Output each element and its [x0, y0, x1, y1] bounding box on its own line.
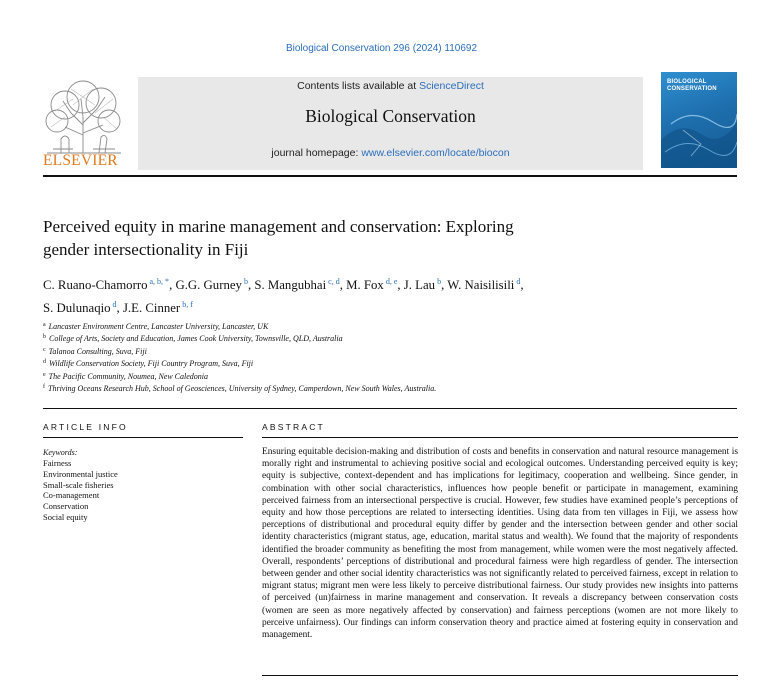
keyword: Fairness: [43, 458, 72, 468]
author[interactable]: M. Fox $^{d, e}$: [346, 277, 398, 292]
keyword: Social equity: [43, 511, 88, 522]
author[interactable]: S. Mangubhai $^{c, d}$: [254, 277, 340, 292]
homepage-link[interactable]: www.elsevier.com/locate/biocon: [361, 147, 510, 159]
publisher-wordmark: ELSEVIER: [43, 152, 118, 169]
affiliations: [43, 320, 723, 394]
journal-name: Biological Conservation: [305, 106, 476, 126]
journal-header: [43, 70, 737, 170]
affiliation: $^e$ The Pacific Community, Noumea, New Caledonia: [43, 371, 208, 381]
abstract-text: Ensuring equitable decision-making and distribution of costs and benefits in conservation and natural resource management is morally right and instrumental to achieving positive social and ecological outcomes. Understanding perceived equity is key; equity is subjective, context-dependent and has implications for legitimacy, cooperation and wellbeing. Since gender, in combination with other social characteristics, influences how people benefit or participate in management, examining perceived fairness from an intersectional perspective is crucial. However, few studies have examined people’s perceptions of equity and how those perceptions are related to intersecting identities. Using data from ten villages in Fiji, we assess how perceptions of distributional and procedural equity differ by gender and the intersection between gender and other social identity characteristics (migrant status, age, education, marital status and wealth). We found that the majority of respondents identified the broader community as benefiting the most from management, while women were the most negatively affected. Overall, respondents’ perceptions of distributional and procedural fairness were high regardless of gender. The intersection between gender and other social identity characteristics was not significantly related to perceived fairness, except in relation to migrant status; migrant men were less likely to perceive distributional fairness. Our study provides new insights into patterns of perceived (un)fairness in marine management and conservation. It reveals a discrepancy between conservation costs (women are seen as more negatively affected by conservation) and fairness perceptions (women are not more likely to perceive unfairness). Our findings can inform conservation theory and practice aimed at fostering equity in conservation and management.: [262, 447, 738, 641]
affiliation: $^b$ College of Arts, Society and Education, James Cook University, Townsville, QLD, Australia: [43, 334, 343, 344]
cover-wave-art: [661, 100, 737, 168]
author[interactable]: J.E. Cinner $^{b, f}$: [122, 300, 193, 315]
journal-citation[interactable]: Biological Conservation 296 (2024) 110692: [285, 43, 478, 54]
section-rule: [43, 408, 737, 409]
abstract-heading: ABSTRACT: [262, 422, 325, 432]
sciencedirect-link[interactable]: ScienceDirect: [419, 80, 484, 92]
author[interactable]: W. Naisilisili $^d$: [447, 277, 521, 292]
abstract-rule: [262, 437, 738, 438]
header-rule: [43, 175, 737, 177]
author[interactable]: G.G. Gurney $^b$: [175, 277, 248, 292]
keyword: Environmental justice: [43, 468, 118, 479]
affiliation: $^c$ Talanoa Consulting, Suva, Fiji: [43, 346, 147, 356]
keyword: Conservation: [43, 501, 89, 512]
article-info-rule: [43, 437, 243, 438]
author[interactable]: C. Ruano-Chamorro $^{a, b, *}$: [43, 277, 170, 292]
contents-line: Contents lists available at ScienceDirect: [297, 80, 484, 92]
affiliation: $^f$ Thriving Oceans Research Hub, School of Geosciences, University of Sydney, Camperdown, New South Wales, Australia.: [43, 384, 437, 394]
article-info-heading: ARTICLE INFO: [43, 422, 128, 432]
article-title: Perceived equity in marine management and conservation: Exploring gender intersectionality in Fiji: [43, 217, 514, 259]
keywords-list: [43, 458, 118, 523]
author[interactable]: J. Lau $^b$: [403, 277, 442, 292]
homepage-line: journal homepage: www.elsevier.com/locate/biocon: [271, 147, 510, 159]
author-list: C. Ruano-Chamorro $^{a, b, *}$, G.G. Gurney $^b$, S. Mangubhai $^{c, d}$, M. Fox $^{d, e}$, J. Lau $^b$, W. Naisilisili $^d$, S. Dulunaqio $^d$, J.E. Cinner $^{b, f}$: [43, 277, 524, 315]
abstract-end-rule: [262, 675, 738, 676]
keyword: Co-management: [43, 490, 100, 501]
journal-cover-image: BIOLOGICAL CONSERVATION: [661, 72, 737, 168]
keywords-label: Keywords:: [43, 448, 78, 457]
author[interactable]: S. Dulunaqio $^d$: [43, 300, 117, 315]
journal-banner: [138, 77, 643, 170]
affiliation: $^a$ Lancaster Environment Centre, Lancaster University, Lancaster, UK: [43, 322, 269, 331]
affiliation: $^d$ Wildlife Conservation Society, Fiji Country Program, Suva, Fiji: [43, 359, 254, 369]
keyword: Small-scale fisheries: [43, 479, 114, 490]
